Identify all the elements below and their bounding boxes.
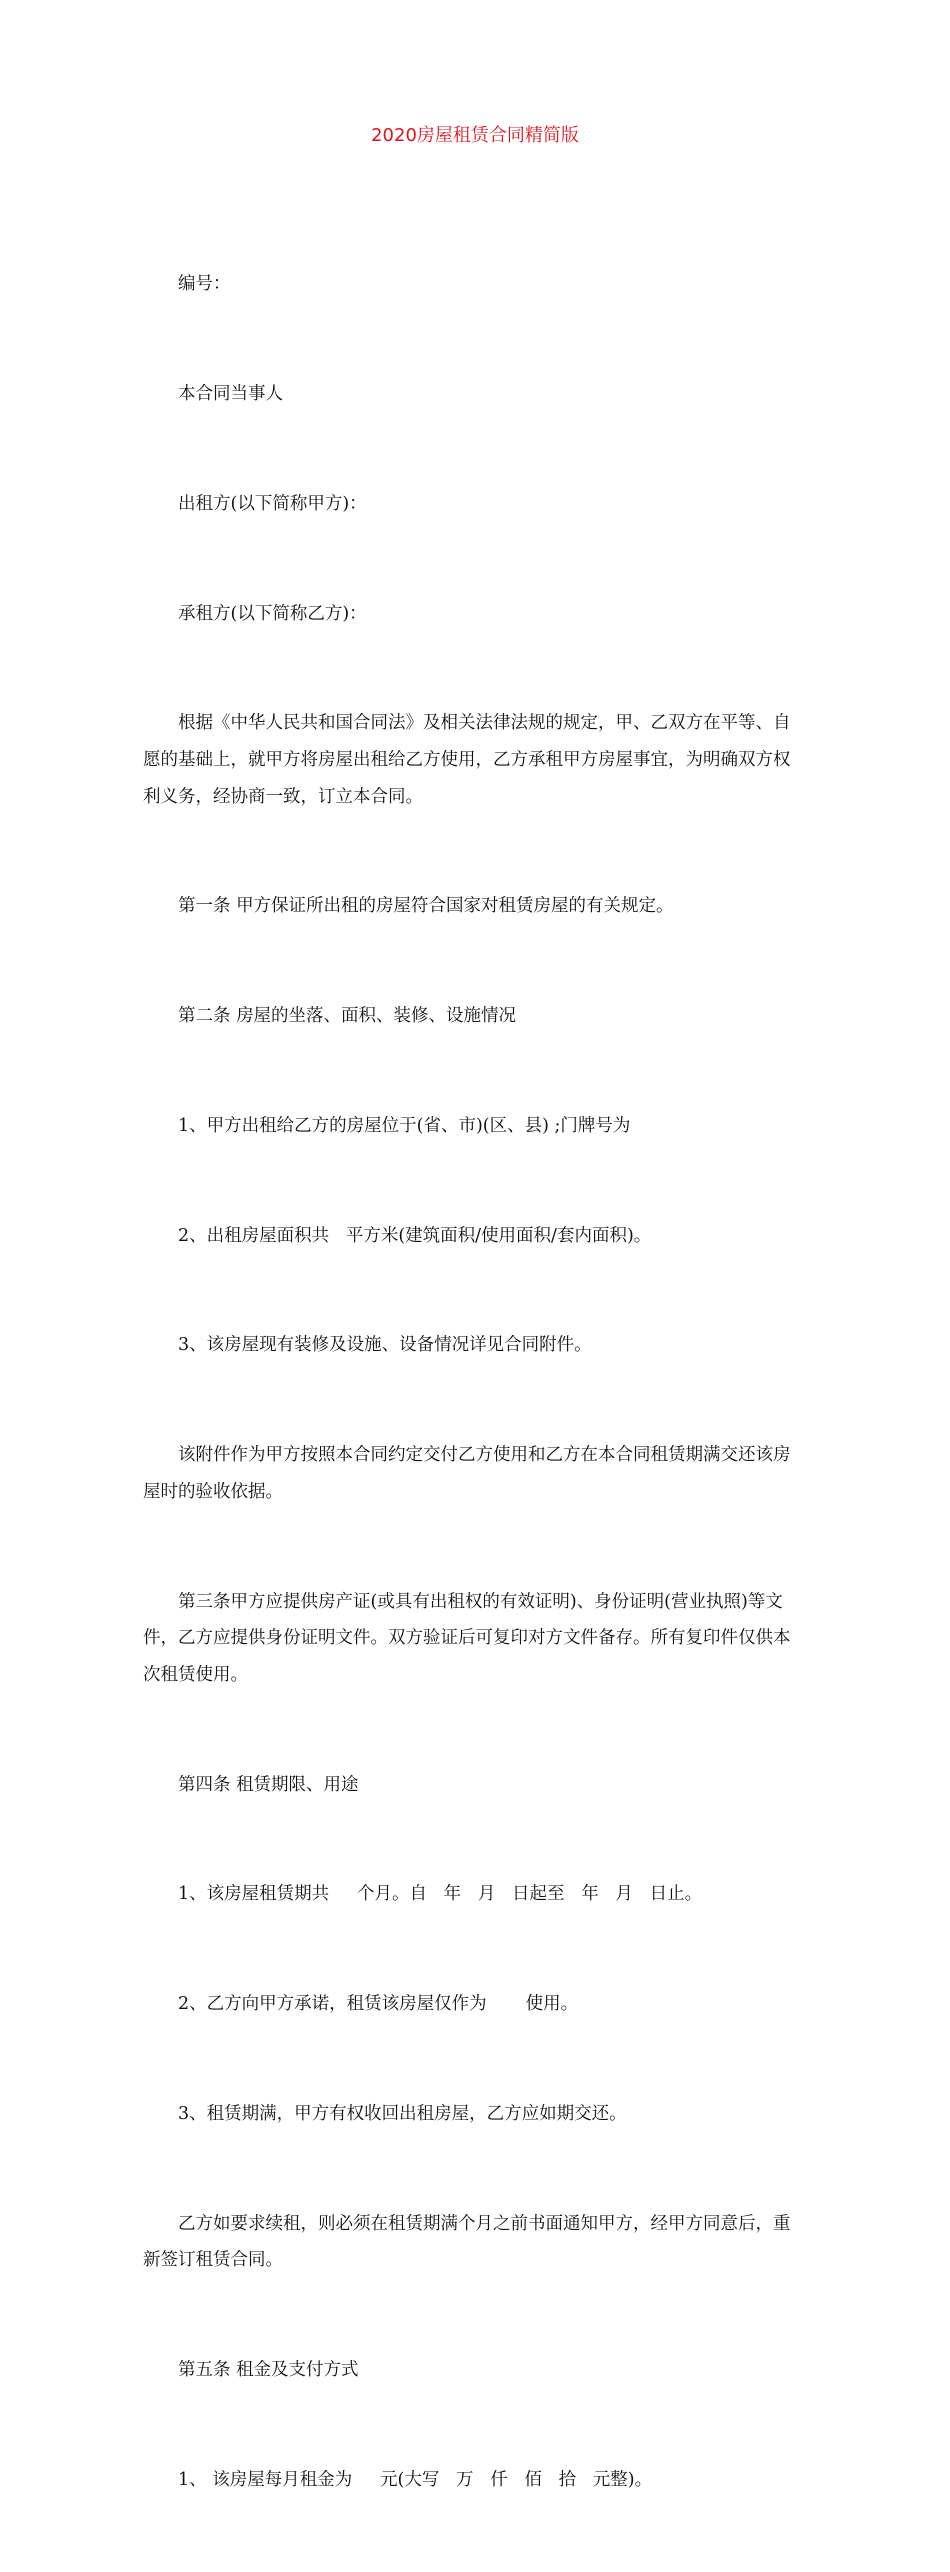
document-title: 2020房屋租赁合同精简版 xyxy=(371,125,579,146)
paragraph-article-2-item-3: 3、该房屋现有装修及设施、设备情况详见合同附件。 xyxy=(178,1335,592,1356)
paragraph-article-4-item-2: 2、乙方向甲方承诺，租赁该房屋仅作为 使用。 xyxy=(178,1994,579,2015)
paragraph-annex-note: 该附件作为甲方按照本合同约定交付乙方使用和乙方在本合同租赁期满交还该房屋时的验收依据。 xyxy=(143,1445,791,1502)
paragraph-article-4-heading: 第四条 租赁期限、用途 xyxy=(178,1774,359,1795)
paragraph-renewal: 乙方如要求续租，则必须在租赁期满个月之前书面通知甲方，经甲方同意后，重新签订租赁合同。 xyxy=(143,2213,791,2271)
paragraph-parties: 本合同当事人 xyxy=(178,383,283,404)
paragraph-article-2-item-1: 1、甲方出租给乙方的房屋位于(省、市)(区、县) ;门牌号为 xyxy=(178,1115,631,1136)
paragraph-article-3: 第三条甲方应提供房产证(或具有出租权的有效证明)、身份证明(营业执照)等文件，乙方应提供身份证明文件。双方验证后可复印对方文件备存。所有复印件仅供本次租赁使用。 xyxy=(143,1591,791,1685)
paragraph-article-2-heading: 第二条 房屋的坐落、面积、装修、设施情况 xyxy=(178,1006,517,1027)
paragraph-article-4-item-3: 3、租赁期满，甲方有权收回出租房屋，乙方应如期交还。 xyxy=(178,2103,627,2124)
paragraph-article-5-item-1: 1、 该房屋每月租金为 元(大写 万 仟 佰 拾 元整)。 xyxy=(178,2469,653,2490)
document-body xyxy=(143,193,799,2572)
paragraph-lessor: 出租方(以下简称甲方)： xyxy=(178,493,367,514)
paragraph-preamble: 根据《中华人民共和国合同法》及相关法律法规的规定，甲、乙双方在平等、自愿的基础上，就甲方将房屋出租给乙方使用，乙方承租甲方房屋事宜，为明确双方权利义务，经协商一致，订立本合同。 xyxy=(143,713,791,807)
paragraph-article-5-heading: 第五条 租金及支付方式 xyxy=(178,2360,359,2381)
paragraph-article-4-item-1: 1、该房屋租赁期共 个月。自 年 月 日起至 年 月 日止。 xyxy=(178,1884,703,1905)
paragraph-lessee: 承租方(以下简称乙方)： xyxy=(178,603,367,624)
paragraph-article-1: 第一条 甲方保证所出租的房屋符合国家对租赁房屋的有关规定。 xyxy=(178,896,674,917)
paragraph-article-2-item-2: 2、出租房屋面积共 平方米(建筑面积/使用面积/套内面积)。 xyxy=(178,1225,652,1246)
paragraph-contract-number: 编号： xyxy=(178,274,231,295)
